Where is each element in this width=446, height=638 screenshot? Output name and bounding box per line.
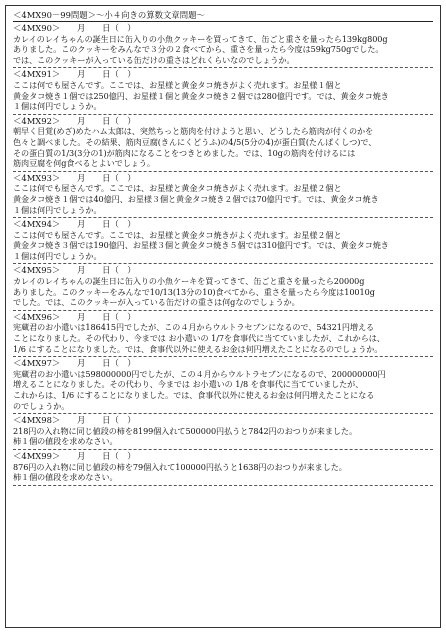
problem-separator xyxy=(13,449,433,450)
problem-text-line: のでしょうか。 xyxy=(13,400,70,411)
problem-header: ＜4MX92＞ 月 日（ ） xyxy=(13,115,136,126)
problem-text-line: でした。では、このクッキーが入っている缶だけの重さは何gなのでしょうか。 xyxy=(13,297,300,308)
problem-block xyxy=(13,116,433,172)
problem-header: ＜4MX96＞ 月 日（ ） xyxy=(13,311,136,322)
problem-text-line: その蛋白質の1/3(3分の1)が筋肉になることをつきとめました。では、10gの筋肉を付けるには xyxy=(13,147,356,158)
problem-text-line: 218円の入れ物に同じ値段の柿を8199個入れて500000円払うと7842円のおつりが来ました。 xyxy=(13,425,358,436)
problem-text-line: 876円の入れ物に同じ値段の柿を79個入れて100000円払うと1638円のおつりが来ました。 xyxy=(13,461,347,472)
problem-text-line: ことになりました。その代わり、今までは お小遣いの 1/7を食事代に当てていましたが、これからは、 xyxy=(13,333,385,344)
problem-text-line: 黄金タコ焼き１個では250億円、お星様１個と黄金タコ焼き２個では280億円です。では、黄金タコ焼き xyxy=(13,90,389,101)
problem-text-line: 黄金タコ焼き１個では40億円、お星様３個と黄金タコ焼き２個では70億円です。では、黄金タコ焼き xyxy=(13,193,379,204)
problem-text-line: 柿１個の値段を求めなさい。 xyxy=(13,472,118,483)
problem-block xyxy=(13,23,433,68)
problem-block xyxy=(13,451,433,486)
problem-text-line: ここは何でも屋さんです。ここでは、お星様と黄金タコ焼きがよく売れます。お星様２個と xyxy=(13,229,342,240)
problem-header: ＜4MX98＞ 月 日（ ） xyxy=(13,415,136,426)
problem-block xyxy=(13,358,433,414)
problem-block xyxy=(13,415,433,450)
problem-text-line: ありました。このクッキーをみんなで10/13(13分の10)食べてから、重さを量ったら今度は10010g xyxy=(13,286,375,297)
problem-text-line: １個は何円でしょうか。 xyxy=(13,101,102,112)
problem-header: ＜4MX99＞ 月 日（ ） xyxy=(13,450,136,461)
problem-text-line: １個は何円でしょうか。 xyxy=(13,204,102,215)
worksheet-page xyxy=(5,5,441,628)
problem-text-line: カレイのレイちゃんの誕生日に缶入りの小魚クッキーを買ってきて、缶ごと重さを量ったら139kg800g xyxy=(13,33,388,44)
problem-header: ＜4MX94＞ 月 日（ ） xyxy=(13,219,136,230)
problem-separator xyxy=(13,67,433,68)
problem-text-line: 朝早く目覚(めざ)めたハム太郎は、突然ちっと筋肉を付けようと思い、どうしたら筋肉が付くのかを xyxy=(13,126,374,137)
problem-separator xyxy=(13,114,433,115)
problem-separator xyxy=(13,263,433,264)
problem-header: ＜4MX95＞ 月 日（ ） xyxy=(13,265,136,276)
problem-text-line: １個は何円でしょうか。 xyxy=(13,250,102,261)
problem-text-line: ここは何でも屋さんです。ここでは、お星様と黄金タコ焼きがよく売れます。お星様１個と xyxy=(13,79,342,90)
problem-separator xyxy=(13,217,433,218)
problem-header: ＜4MX93＞ 月 日（ ） xyxy=(13,172,136,183)
problem-text-line: カレイのレイちゃんの誕生日に缶入りの小魚ケーキを買ってきて、缶ごと重さを量ったら20000g xyxy=(13,276,365,287)
problem-separator xyxy=(13,413,433,414)
problem-block xyxy=(13,312,433,357)
problem-text-line: では、このクッキーが入っている缶だけの重さはどれくらいなのでしょうか。 xyxy=(13,54,295,65)
problem-text-line: 柿１個の値段を求めなさい。 xyxy=(13,436,118,447)
worksheet-title: ＜4MX90－99問題＞～小４向きの算数文章問題～ xyxy=(13,10,205,20)
problem-block xyxy=(13,173,433,218)
title-divider xyxy=(13,21,433,22)
problem-text-line: ここは何でも屋さんです。ここでは、お星様と黄金タコ焼きがよく売れます。お星様２個と xyxy=(13,183,342,194)
problem-list xyxy=(13,23,433,486)
problem-text-line: 色々と調べました。その結果、筋肉豆腐(きんにくどうふ)の4/5(5分の4)が蛋白質(たんぱくしつ)で、 xyxy=(13,136,377,147)
problem-text-line: ありました。このクッキーをみんなで３分の２食べてから、重さを量ったら今度は59kg750gでした。 xyxy=(13,44,384,55)
problem-separator xyxy=(13,356,433,357)
problem-block xyxy=(13,219,433,264)
problem-block xyxy=(13,265,433,310)
problem-separator xyxy=(13,485,433,486)
problem-separator xyxy=(13,171,433,172)
problem-header: ＜4MX90＞ 月 日（ ） xyxy=(13,23,136,33)
problem-text-line: 筋肉豆腐を何g食べるとよいでしょう。 xyxy=(13,158,155,169)
problem-text-line: 宪蔵君のお小遣いは598000000円でしたが、この４月からウルトラセブンになるので、200000000円 xyxy=(13,368,386,379)
problem-separator xyxy=(13,310,433,311)
problem-text-line: 1/6 にすることになりました。では、食事代以外に使えるお金は何円増えたことになるのでしょうか。 xyxy=(13,343,383,354)
problem-header: ＜4MX91＞ 月 日（ ） xyxy=(13,69,136,80)
problem-text-line: 宪蔵君のお小遣いは186415円でしたが、この４月からウルトラセブンになるので、54321円増える xyxy=(13,322,375,333)
problem-text-line: 増えることになりました。その代わり、今までは お小遣いの 1/8 を食事代に当てていましたが、 xyxy=(13,379,364,390)
problem-header: ＜4MX97＞ 月 日（ ） xyxy=(13,358,136,369)
problem-text-line: これからは、1/6 にすることになりました。では、食事代以外に使えるお金は何円増えたことになる xyxy=(13,390,375,400)
problem-block xyxy=(13,69,433,114)
problem-text-line: 黄金タコ焼き３個では190億円、お星様３個と黄金タコ焼き５個では310億円です。では、黄金タコ焼き xyxy=(13,240,389,251)
